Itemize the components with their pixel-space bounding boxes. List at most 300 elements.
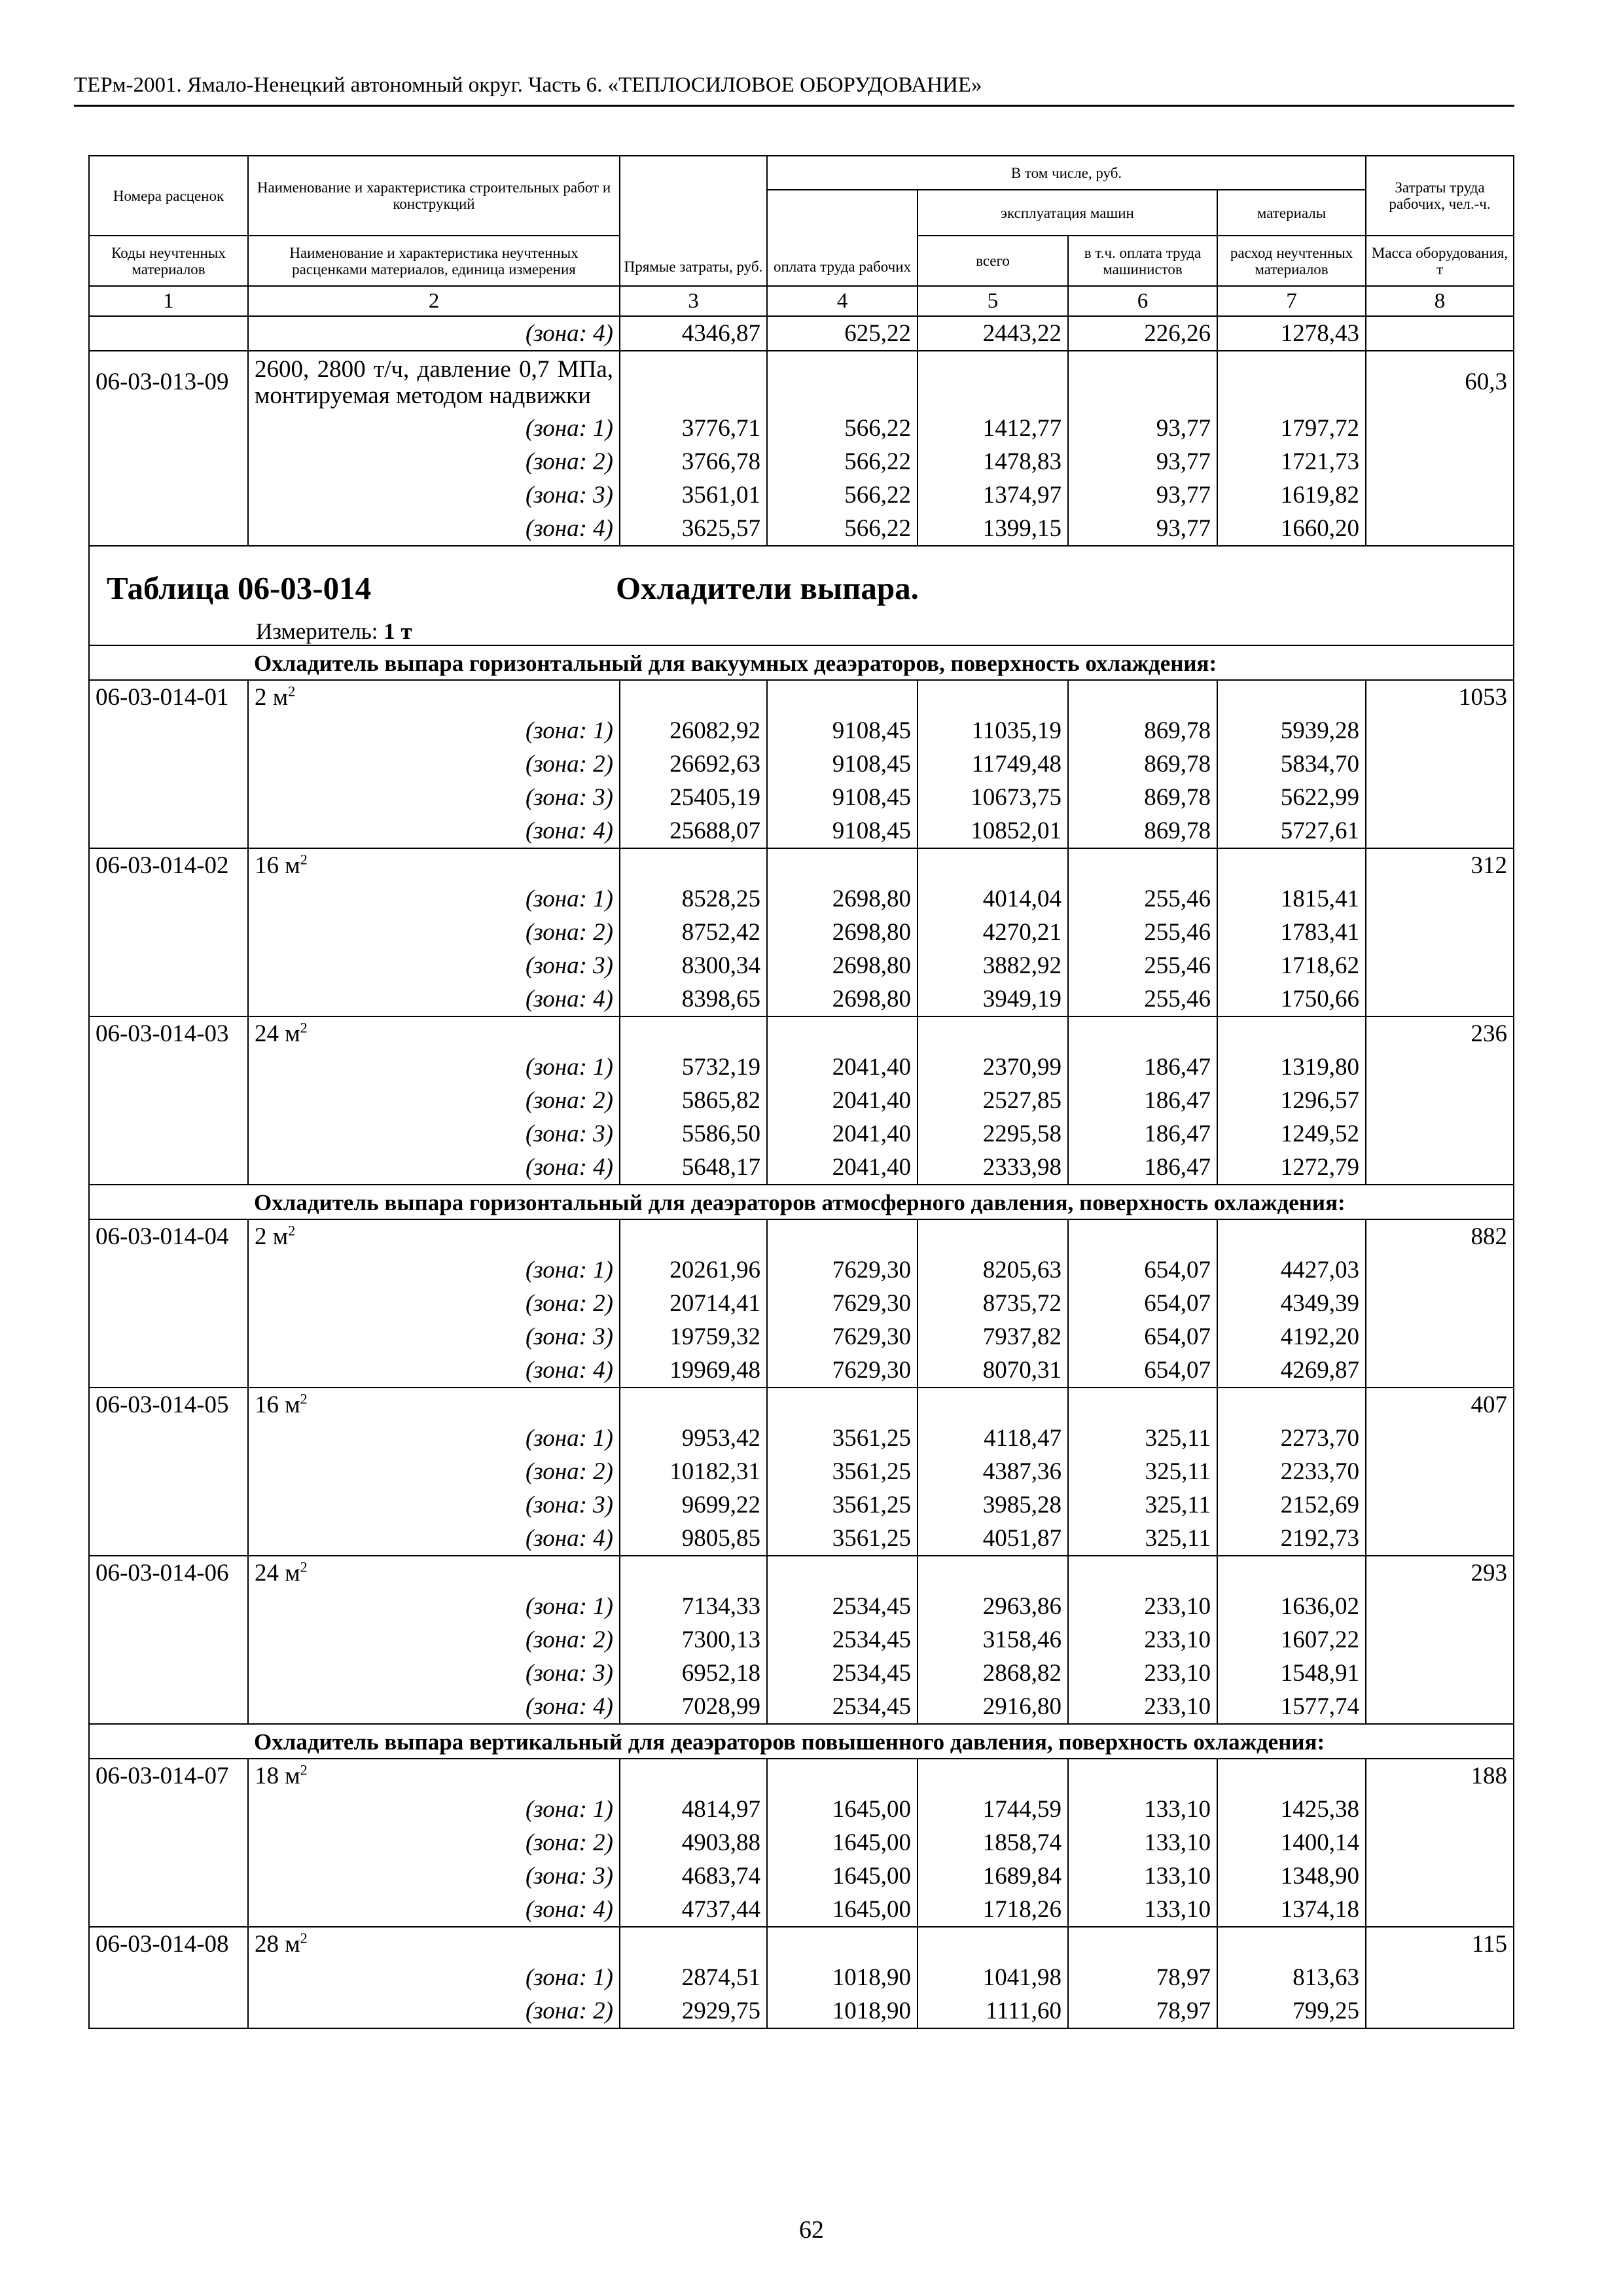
- materials-cost: 5834,70: [1217, 747, 1366, 781]
- empty-cell: [1068, 680, 1217, 714]
- item-area: [248, 1016, 620, 1050]
- section-spacer: [1366, 645, 1514, 680]
- materials-cost: 1721,73: [1217, 445, 1366, 478]
- materials-cost: 1750,66: [1217, 982, 1366, 1016]
- machine-cost: 4118,47: [918, 1422, 1068, 1455]
- operator-pay: 186,47: [1068, 1084, 1217, 1117]
- machine-cost: 1111,60: [918, 1994, 1068, 2028]
- empty-cell: [918, 848, 1068, 882]
- code-cell: [89, 982, 248, 1016]
- code-cell: [89, 316, 248, 351]
- machine-cost: 8205,63: [918, 1253, 1068, 1287]
- code-cell: [89, 1522, 248, 1556]
- empty-cell: [1217, 1556, 1366, 1590]
- column-number: 3: [620, 286, 767, 316]
- operator-pay: 325,11: [1068, 1455, 1217, 1488]
- equipment-mass: 882: [1366, 1219, 1514, 1253]
- header-worker-pay: оплата труда рабочих: [767, 190, 918, 286]
- mass-cell: [1366, 1117, 1514, 1151]
- mass-cell: [1366, 781, 1514, 814]
- worker-pay: 2041,40: [767, 1117, 918, 1151]
- code-cell: [89, 1253, 248, 1287]
- worker-pay: 1645,00: [767, 1826, 918, 1859]
- header-operator-pay: в т.ч. оплата труда машинистов: [1068, 236, 1217, 286]
- zone-row: [89, 1320, 1514, 1354]
- item-area: [248, 1927, 620, 1961]
- zone-label: (зона: 3): [248, 949, 620, 982]
- worker-pay: 9108,45: [767, 781, 918, 814]
- empty-cell: [1217, 1219, 1366, 1253]
- header-materials: материалы: [1217, 190, 1366, 236]
- zone-label: (зона: 4): [248, 316, 620, 351]
- worker-pay: 566,22: [767, 512, 918, 546]
- mass-cell: [1366, 1826, 1514, 1859]
- zone-label: (зона: 1): [248, 1422, 620, 1455]
- zone-label: (зона: 1): [248, 714, 620, 747]
- equipment-mass: 407: [1366, 1388, 1514, 1422]
- worker-pay: 7629,30: [767, 1354, 918, 1388]
- empty-cell: [767, 1759, 918, 1793]
- empty-cell: [620, 1388, 767, 1422]
- zone-label: (зона: 2): [248, 445, 620, 478]
- code-cell: [89, 1151, 248, 1185]
- rate-code: 06-03-014-01: [89, 680, 248, 714]
- materials-cost: 2273,70: [1217, 1422, 1366, 1455]
- empty-cell: [1217, 1759, 1366, 1793]
- page-header: ТЕРм-2001. Ямало-Ненецкий автономный округ. Часть 6. «ТЕПЛОСИЛОВОЕ ОБОРУДОВАНИЕ»: [74, 73, 982, 97]
- direct-cost: 5648,17: [620, 1151, 767, 1185]
- zone-label: (зона: 4): [248, 1354, 620, 1388]
- empty-cell: [918, 351, 1068, 412]
- empty-cell: [620, 1927, 767, 1961]
- code-cell: [89, 1455, 248, 1488]
- item-row: [89, 1556, 1514, 1590]
- zone-row: [89, 1455, 1514, 1488]
- header-rule: [74, 105, 1514, 107]
- mass-cell: [1366, 1590, 1514, 1623]
- machine-cost: 2916,80: [918, 1690, 1068, 1724]
- direct-cost: 5586,50: [620, 1117, 767, 1151]
- code-cell: [89, 512, 248, 546]
- operator-pay: 869,78: [1068, 814, 1217, 848]
- item-row: [89, 1927, 1514, 1961]
- direct-cost: 9699,22: [620, 1488, 767, 1522]
- item-row: [89, 1388, 1514, 1422]
- column-number: 8: [1366, 286, 1514, 316]
- materials-cost: 1660,20: [1217, 512, 1366, 546]
- item-area: [248, 1388, 620, 1422]
- code-cell: [89, 916, 248, 949]
- column-number: 1: [89, 286, 248, 316]
- operator-pay: 133,10: [1068, 1893, 1217, 1927]
- zone-label: (зона: 2): [248, 1623, 620, 1657]
- worker-pay: 2041,40: [767, 1050, 918, 1084]
- materials-cost: 1249,52: [1217, 1117, 1366, 1151]
- machine-cost: 4387,36: [918, 1455, 1068, 1488]
- materials-cost: 2233,70: [1217, 1455, 1366, 1488]
- header-name-unaccounted: Наименование и характеристика неучтенных расценками материалов, единица измерения: [248, 236, 620, 286]
- superscript: 2: [288, 683, 296, 700]
- section-spacer: [1366, 1724, 1514, 1759]
- direct-cost: 4814,97: [620, 1793, 767, 1826]
- machine-cost: 8070,31: [918, 1354, 1068, 1388]
- zone-label: (зона: 4): [248, 1522, 620, 1556]
- empty-cell: [1068, 351, 1217, 412]
- code-cell: [89, 1623, 248, 1657]
- direct-cost: 26692,63: [620, 747, 767, 781]
- superscript: 2: [300, 1558, 308, 1575]
- materials-cost: 2152,69: [1217, 1488, 1366, 1522]
- worker-pay: 3561,25: [767, 1488, 918, 1522]
- table-code: Таблица 06-03-014: [107, 570, 372, 606]
- header-machine-operation: эксплуатация машин: [918, 190, 1217, 236]
- operator-pay: 654,07: [1068, 1354, 1217, 1388]
- header-labor-costs: Затраты труда рабочих, чел.-ч.: [1366, 156, 1514, 236]
- page-number: 62: [799, 2216, 824, 2244]
- machine-cost: 2963,86: [918, 1590, 1068, 1623]
- mass-cell: [1366, 916, 1514, 949]
- item-area-value: 2 м: [255, 1223, 289, 1250]
- superscript: 2: [300, 1761, 308, 1778]
- machine-cost: 1478,83: [918, 445, 1068, 478]
- item-area: [248, 848, 620, 882]
- operator-pay: 233,10: [1068, 1590, 1217, 1623]
- zone-label: (зона: 4): [248, 512, 620, 546]
- zone-row: [89, 916, 1514, 949]
- mass-cell: [1366, 412, 1514, 445]
- mass-cell: [1366, 1690, 1514, 1724]
- operator-pay: 325,11: [1068, 1488, 1217, 1522]
- zone-row: [89, 781, 1514, 814]
- measure-label: Измеритель:: [256, 619, 378, 644]
- worker-pay: 1018,90: [767, 1961, 918, 1994]
- zone-row: [89, 412, 1514, 445]
- column-number: 5: [918, 286, 1068, 316]
- mass-cell: [1366, 512, 1514, 546]
- code-cell: [89, 1961, 248, 1994]
- empty-cell: [767, 1388, 918, 1422]
- mass-cell: [1366, 1859, 1514, 1893]
- empty-cell: [767, 1927, 918, 1961]
- mass-cell: [1366, 1287, 1514, 1320]
- operator-pay: 325,11: [1068, 1522, 1217, 1556]
- direct-cost: 3766,78: [620, 445, 767, 478]
- item-area-value: 24 м: [255, 1560, 300, 1587]
- zone-label: (зона: 1): [248, 1961, 620, 1994]
- operator-pay: 255,46: [1068, 916, 1217, 949]
- operator-pay: 226,26: [1068, 316, 1217, 351]
- materials-cost: 1400,14: [1217, 1826, 1366, 1859]
- zone-row: [89, 1893, 1514, 1927]
- operator-pay: 869,78: [1068, 747, 1217, 781]
- operator-pay: 93,77: [1068, 512, 1217, 546]
- mass-cell: [1366, 1961, 1514, 1994]
- section-spacer: [89, 1185, 248, 1219]
- zone-label: (зона: 3): [248, 1117, 620, 1151]
- mass-cell: [1366, 1893, 1514, 1927]
- empty-cell: [767, 351, 918, 412]
- mass-cell: [1366, 1793, 1514, 1826]
- direct-cost: 7028,99: [620, 1690, 767, 1724]
- section-spacer: [1366, 1185, 1514, 1219]
- direct-cost: 19759,32: [620, 1320, 767, 1354]
- mass-cell: [1366, 1455, 1514, 1488]
- worker-pay: 566,22: [767, 445, 918, 478]
- materials-cost: 5727,61: [1217, 814, 1366, 848]
- direct-cost: 7300,13: [620, 1623, 767, 1657]
- equipment-mass: 293: [1366, 1556, 1514, 1590]
- empty-cell: [620, 1759, 767, 1793]
- direct-cost: 8398,65: [620, 982, 767, 1016]
- operator-pay: 869,78: [1068, 781, 1217, 814]
- mass-cell: [1366, 1623, 1514, 1657]
- equipment-mass: 312: [1366, 848, 1514, 882]
- direct-cost: 5732,19: [620, 1050, 767, 1084]
- empty-cell: [1217, 1927, 1366, 1961]
- header-codes-unaccounted: Коды неучтенных материалов: [89, 236, 248, 286]
- worker-pay: 2534,45: [767, 1690, 918, 1724]
- code-cell: [89, 1287, 248, 1320]
- section-row: [89, 1185, 1514, 1219]
- code-cell: [89, 1320, 248, 1354]
- machine-cost: 4051,87: [918, 1522, 1068, 1556]
- worker-pay: 2698,80: [767, 916, 918, 949]
- code-cell: [89, 478, 248, 512]
- machine-cost: 2868,82: [918, 1657, 1068, 1690]
- empty-cell: [620, 351, 767, 412]
- worker-pay: 2041,40: [767, 1151, 918, 1185]
- superscript: 2: [300, 1929, 308, 1946]
- code-cell: [89, 1084, 248, 1117]
- empty-cell: [620, 1016, 767, 1050]
- mass-cell: [1366, 1320, 1514, 1354]
- machine-cost: 1718,26: [918, 1893, 1068, 1927]
- worker-pay: 1645,00: [767, 1859, 918, 1893]
- materials-cost: 1319,80: [1217, 1050, 1366, 1084]
- machine-cost: 3882,92: [918, 949, 1068, 982]
- column-numbers-row: [89, 286, 1514, 316]
- machine-cost: 3949,19: [918, 982, 1068, 1016]
- worker-pay: 2534,45: [767, 1657, 918, 1690]
- code-cell: [89, 1354, 248, 1388]
- zone-row: [89, 1522, 1514, 1556]
- zone-row: [89, 1793, 1514, 1826]
- rate-code: 06-03-014-08: [89, 1927, 248, 1961]
- operator-pay: 133,10: [1068, 1826, 1217, 1859]
- column-number: 4: [767, 286, 918, 316]
- machine-cost: 8735,72: [918, 1287, 1068, 1320]
- zone-label: (зона: 3): [248, 781, 620, 814]
- operator-pay: 93,77: [1068, 478, 1217, 512]
- code-cell: [89, 1893, 248, 1927]
- worker-pay: 566,22: [767, 478, 918, 512]
- zone-row: [89, 478, 1514, 512]
- rate-code: 06-03-014-03: [89, 1016, 248, 1050]
- mass-cell: [1366, 445, 1514, 478]
- zone-row: [89, 1690, 1514, 1724]
- zone-row: [89, 1859, 1514, 1893]
- direct-cost: 2874,51: [620, 1961, 767, 1994]
- materials-cost: 813,63: [1217, 1961, 1366, 1994]
- rate-code: 06-03-014-06: [89, 1556, 248, 1590]
- zone-label: (зона: 4): [248, 1151, 620, 1185]
- equipment-mass: 115: [1366, 1927, 1514, 1961]
- mass-cell: [1366, 949, 1514, 982]
- machine-cost: 7937,82: [918, 1320, 1068, 1354]
- operator-pay: 869,78: [1068, 714, 1217, 747]
- code-cell: [89, 714, 248, 747]
- materials-cost: 4349,39: [1217, 1287, 1366, 1320]
- machine-cost: 1399,15: [918, 512, 1068, 546]
- worker-pay: 1645,00: [767, 1793, 918, 1826]
- worker-pay: 2698,80: [767, 949, 918, 982]
- mass-cell: [1366, 1354, 1514, 1388]
- direct-cost: 26082,92: [620, 714, 767, 747]
- section-spacer: [89, 645, 248, 680]
- materials-cost: 4269,87: [1217, 1354, 1366, 1388]
- zone-label: (зона: 4): [248, 982, 620, 1016]
- zone-row: [89, 1961, 1514, 1994]
- materials-cost: 1278,43: [1217, 316, 1366, 351]
- code-cell: [89, 882, 248, 916]
- superscript: 2: [300, 851, 308, 868]
- mass-cell: [1366, 478, 1514, 512]
- direct-cost: 20714,41: [620, 1287, 767, 1320]
- empty-cell: [767, 848, 918, 882]
- header-direct-costs: Прямые затраты, руб.: [620, 156, 767, 286]
- materials-cost: 1296,57: [1217, 1084, 1366, 1117]
- mass-cell: [1366, 747, 1514, 781]
- worker-pay: 7629,30: [767, 1320, 918, 1354]
- table-header: [89, 156, 1514, 316]
- mass-cell: [1366, 714, 1514, 747]
- empty-cell: [1068, 1219, 1217, 1253]
- direct-cost: 8752,42: [620, 916, 767, 949]
- table-title-row: [89, 546, 1514, 645]
- empty-cell: [1068, 1388, 1217, 1422]
- worker-pay: 2534,45: [767, 1590, 918, 1623]
- empty-cell: [1068, 1016, 1217, 1050]
- direct-cost: 5865,82: [620, 1084, 767, 1117]
- zone-label: (зона: 3): [248, 478, 620, 512]
- mass-cell: [1366, 1253, 1514, 1287]
- worker-pay: 7629,30: [767, 1253, 918, 1287]
- zone-label: (зона: 4): [248, 1690, 620, 1724]
- zone-label: (зона: 3): [248, 1657, 620, 1690]
- operator-pay: 233,10: [1068, 1657, 1217, 1690]
- code-cell: [89, 1657, 248, 1690]
- empty-cell: [918, 680, 1068, 714]
- item-row: [89, 680, 1514, 714]
- machine-cost: 2333,98: [918, 1151, 1068, 1185]
- code-cell: [89, 1826, 248, 1859]
- materials-cost: 1783,41: [1217, 916, 1366, 949]
- zone-row: [89, 747, 1514, 781]
- zone-label: (зона: 2): [248, 1287, 620, 1320]
- item-description: 2600, 2800 т/ч, давление 0,7 МПа, монтируемая методом надвижки: [248, 351, 620, 412]
- machine-cost: 10673,75: [918, 781, 1068, 814]
- equipment-mass: 60,3: [1366, 351, 1514, 412]
- empty-cell: [767, 1016, 918, 1050]
- zone-row: [89, 1354, 1514, 1388]
- machine-cost: 3158,46: [918, 1623, 1068, 1657]
- empty-cell: [918, 1219, 1068, 1253]
- empty-cell: [1068, 1927, 1217, 1961]
- mass-cell: [1366, 1151, 1514, 1185]
- direct-cost: 6952,18: [620, 1657, 767, 1690]
- worker-pay: 2041,40: [767, 1084, 918, 1117]
- empty-cell: [918, 1556, 1068, 1590]
- zone-label: (зона: 1): [248, 412, 620, 445]
- mass-cell: [1366, 882, 1514, 916]
- zone-row: [89, 1826, 1514, 1859]
- operator-pay: 186,47: [1068, 1117, 1217, 1151]
- machine-cost: 1689,84: [918, 1859, 1068, 1893]
- column-number: 6: [1068, 286, 1217, 316]
- rate-code: 06-03-014-05: [89, 1388, 248, 1422]
- materials-cost: 4427,03: [1217, 1253, 1366, 1287]
- operator-pay: 255,46: [1068, 882, 1217, 916]
- item-area-value: 28 м: [255, 1931, 300, 1958]
- item-area: [248, 1219, 620, 1253]
- materials-cost: 1425,38: [1217, 1793, 1366, 1826]
- worker-pay: 1645,00: [767, 1893, 918, 1927]
- operator-pay: 654,07: [1068, 1287, 1217, 1320]
- worker-pay: 9108,45: [767, 747, 918, 781]
- equipment-mass: 188: [1366, 1759, 1514, 1793]
- operator-pay: 78,97: [1068, 1961, 1217, 1994]
- header-unaccounted-consumption: расход неучтенных материалов: [1217, 236, 1366, 286]
- header-including: В том числе, руб.: [767, 156, 1366, 190]
- empty-cell: [1217, 1016, 1366, 1050]
- materials-cost: 1607,22: [1217, 1623, 1366, 1657]
- header-equipment-mass: Масса оборудования, т: [1366, 236, 1514, 286]
- code-cell: [89, 1994, 248, 2028]
- materials-cost: 1577,74: [1217, 1690, 1366, 1724]
- empty-cell: [1217, 351, 1366, 412]
- materials-cost: 1548,91: [1217, 1657, 1366, 1690]
- direct-cost: 25688,07: [620, 814, 767, 848]
- zone-row: [89, 445, 1514, 478]
- mass-cell: [1366, 1994, 1514, 2028]
- code-cell: [89, 1117, 248, 1151]
- operator-pay: 186,47: [1068, 1151, 1217, 1185]
- rate-code: 06-03-013-09: [89, 351, 248, 412]
- mass-cell: [1366, 316, 1514, 351]
- empty-cell: [1068, 848, 1217, 882]
- operator-pay: 255,46: [1068, 949, 1217, 982]
- machine-cost: 10852,01: [918, 814, 1068, 848]
- section-row: [89, 645, 1514, 680]
- zone-label: (зона: 2): [248, 916, 620, 949]
- zone-row: [89, 882, 1514, 916]
- rates-table: [88, 155, 1514, 2029]
- operator-pay: 233,10: [1068, 1623, 1217, 1657]
- section-row: [89, 1724, 1514, 1759]
- zone-label: (зона: 2): [248, 1994, 620, 2028]
- operator-pay: 654,07: [1068, 1253, 1217, 1287]
- code-cell: [89, 1488, 248, 1522]
- zone-label: (зона: 3): [248, 1859, 620, 1893]
- materials-cost: 1718,62: [1217, 949, 1366, 982]
- materials-cost: 1797,72: [1217, 412, 1366, 445]
- direct-cost: 20261,96: [620, 1253, 767, 1287]
- zone-label: (зона: 2): [248, 1084, 620, 1117]
- zone-row: [89, 1623, 1514, 1657]
- machine-cost: 2443,22: [918, 316, 1068, 351]
- worker-pay: 9108,45: [767, 814, 918, 848]
- item-row: [89, 351, 1514, 412]
